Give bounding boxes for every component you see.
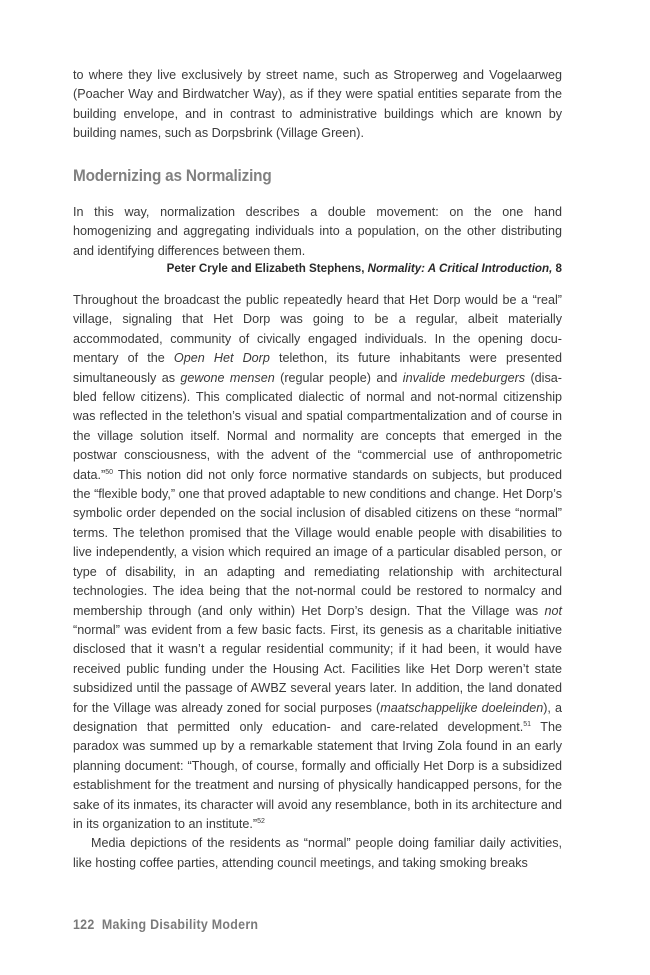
italic-run: maatschappelijke doeleinden [380,700,544,715]
page-number: 122 [73,917,95,932]
page-footer [73,917,258,932]
footnote-ref-52: 52 [257,817,265,825]
italic-run: invalide medeburgers [402,370,526,385]
intro-text: to where they live exclusively by street name, such as Stroperweg and Vogelaarweg (Poacher Way and Birdwatcher Way), as if they were spatial entities separate from the building envelope, and in contrast to administrative buildings which are known by building names, such as Dorpsbrink (Village Green). [73,68,562,141]
running-title: Making Disability Modern [101,917,259,932]
epigraph-page: 8 [552,262,562,275]
text-run: “normal” was evident from a few basic facts. First, its genesis as a charitable initiative disclosed that it wasn’t a regular residential community; if it had been, it would have received public funding under the Housing Act. Facilities like Het Dorp weren’t state subsidized until the passage of AWBZ several years later. In addition, the land donated for the Village was already zoned for social purposes ( [73,622,562,715]
italic-run: gewone mensen [180,370,275,385]
text-run: telethon, its future inhabitants were presented simultaneously as [73,351,562,385]
text-run: The paradox was summed up by a remarkable statement that Irving Zola found in an early planning document: “Though, of course, formally and officially Het Dorp is a subsidized establishment for the treatment and nursing of physically handicapped persons, for the sake of its inmates, its character will avoid any resemblance, both in its architecture and in its organization to an institute.” [73,719,562,831]
section-heading: Modernizing as Normalizing [73,166,272,185]
epigraph-work: Normality: A Critical Introduction, [367,262,553,275]
text-run: This notion did not only force normative standards on subjects, but produced the “flexible body,” one that proved adaptable to new conditions and change. Het Dorp’s symbolic order depended on the social inclusion of disabled citizens on these “normal” terms. The telethon promised that the Village would enable people with disabilities to live independently, a vision which required an image of a particular disabled person, or type of disability, in an adapting and remediating relationship with architectural technologies. The idea being that the not-normal could be restored to normalcy and membership through (and only within) Het Dorp’s design. That the Village was [73,467,562,618]
text-run: (regular people) and [274,370,403,385]
body-text [73,291,562,873]
epigraph-authors: Peter Cryle and Elizabeth Stephens, [166,262,368,275]
body-paragraph-1 [73,291,562,834]
text-run: ), a designation that permitted only education- and care-related development. [73,700,562,734]
epigraph-text: In this way, normalization describes a double movement: on the one hand homogenizing and aggregating individuals into a population, on the other distributing and identifying differences between them. [73,205,562,258]
epigraph [73,203,562,261]
intro-paragraph [73,66,562,144]
epigraph-attribution [73,262,562,275]
footnote-ref-50: 50 [105,468,114,476]
text-run: Throughout the broadcast the public repeatedly heard that Het Dorp would be a “real” village, signaling that Het Dorp was going to be a regular, albeit materially accommodated, community of civically engaged individuals. In the opening documentary of the [73,293,562,366]
footnote-ref-51: 51 [523,720,532,728]
text-run: (disabled fellow citizens). This complicated dialectic of normal and not-normal citizenship was reflected in the telethon’s visual and spatial compartmentalization and of course in the village solution itself. Normal and normality are concepts that emerged in the postwar consciousness, with the advent of the “commercial use of anthropometric data.” [73,370,562,482]
italic-run: not [544,603,562,618]
body-paragraph-2: Media depictions of the residents as “normal” people doing familiar daily activities, like hosting coffee parties, attending council meetings, and taking smoking breaks [73,836,562,870]
italic-run: Open Het Dorp [173,351,270,366]
